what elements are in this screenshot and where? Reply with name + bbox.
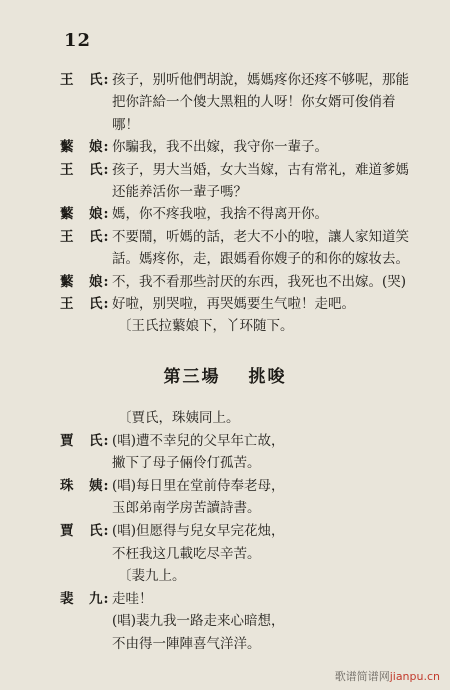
dialogue-text: (唱)裴九我一路走来心暗想， (112, 613, 285, 630)
section-title-name: 挑唆 (248, 367, 287, 387)
page-number: 12 (64, 30, 92, 51)
dialogue-line (0, 158, 450, 182)
speaker-name: 王 氏: (60, 161, 110, 178)
dialogue-line (0, 68, 450, 92)
dialogue-line (0, 113, 450, 137)
dialogue-line (0, 564, 450, 588)
dialogue-line (0, 225, 450, 249)
dialogue-text: 媽，你不疼我啦，我捨不得离开你。 (112, 206, 328, 223)
dialogue-text: 哪！ (112, 116, 139, 133)
dialogue-line (0, 429, 450, 453)
dialogue-line (0, 314, 450, 338)
speaker-name: 王 氏: (60, 72, 110, 88)
dialogue-line (0, 496, 450, 520)
dialogue-text: 話。媽疼你，走，跟媽看你嫂子的和你的嫁妆去。 (112, 251, 409, 268)
speaker-name: 蘩 娘: (60, 206, 110, 223)
dialogue-line (0, 180, 450, 204)
dialogue-line (0, 135, 450, 159)
dialogue-text: 孩子，男大当婚，女大当嫁，古有常礼，难道爹媽 (112, 161, 409, 178)
speaker-name: 王 氏: (60, 228, 110, 245)
stage-direction: 〔賈氏，珠姨同上。 (118, 410, 240, 426)
dialogue-text: (唱)遭不幸兒的父早年亡故， (112, 432, 285, 449)
dialogue-line (0, 270, 450, 294)
speaker-name: 裴 九: (60, 590, 110, 607)
dialogue-line (0, 632, 450, 656)
dialogue-text: 不，我不看那些討厌的东西，我死也不出嫁。(哭) (112, 273, 407, 290)
dialogue-line (0, 542, 450, 566)
dialogue-line (0, 202, 450, 226)
watermark-text: 歌谱简谱网 (334, 670, 390, 683)
dialogue-text: 把你許給一个傻大黑粗的人呀！你女婿可俊俏着 (112, 94, 396, 111)
section-title-scene: 第三場 (163, 367, 221, 387)
dialogue-line (0, 451, 450, 475)
dialogue-text: 你騙我，我不出嫁，我守你一輩子。 (112, 139, 328, 156)
dialogue-line (0, 609, 450, 633)
dialogue-line (0, 474, 450, 498)
dialogue-line (0, 406, 450, 430)
dialogue-text: 不要鬧，听媽的話，老大不小的啦，讓人家知道笑 (112, 228, 409, 245)
watermark (335, 668, 440, 684)
dialogue-text: 走哇！ (112, 590, 153, 607)
stage-direction: 〔王氏拉蘩娘下，丫环随下。 (118, 318, 294, 335)
section-title (0, 362, 450, 387)
speaker-name: 王 氏: (60, 296, 110, 312)
speaker-name: 蘩 娘: (60, 139, 110, 156)
dialogue-line (0, 247, 450, 271)
dialogue-line (0, 519, 450, 543)
dialogue-text: 孩子，别听他們胡說，媽媽疼你还疼不够呢，那能 (112, 72, 409, 88)
dialogue-text: (唱)但愿得与兒女早完花烛， (112, 523, 285, 539)
dialogue-text: 不枉我这几載吃尽辛苦。 (112, 545, 261, 562)
stage-direction: 〔裴九上。 (118, 568, 186, 585)
watermark-url: jianpu.cn (389, 670, 440, 683)
dialogue-text: 玉郎弟南学房苦讀詩書。 (112, 500, 261, 517)
speaker-name: 珠 姨: (60, 477, 110, 494)
speaker-name: 賈 氏: (60, 523, 110, 539)
dialogue-line (0, 587, 450, 611)
speaker-name: 蘩 娘: (60, 273, 110, 290)
dialogue-text: 好啦，别哭啦，再哭媽要生气啦！走吧。 (112, 296, 355, 312)
dialogue-text: 撇下了母子倆伶仃孤苦。 (112, 455, 261, 472)
dialogue-text: 不由得一陣陣喜气洋洋。 (112, 636, 261, 652)
dialogue-text: 还能养活你一輩子嗎？ (112, 184, 247, 200)
dialogue-text: (唱)每日里在堂前侍奉老母， (112, 477, 285, 494)
dialogue-line (0, 90, 450, 114)
speaker-name: 賈 氏: (60, 432, 110, 449)
dialogue-line (0, 292, 450, 316)
